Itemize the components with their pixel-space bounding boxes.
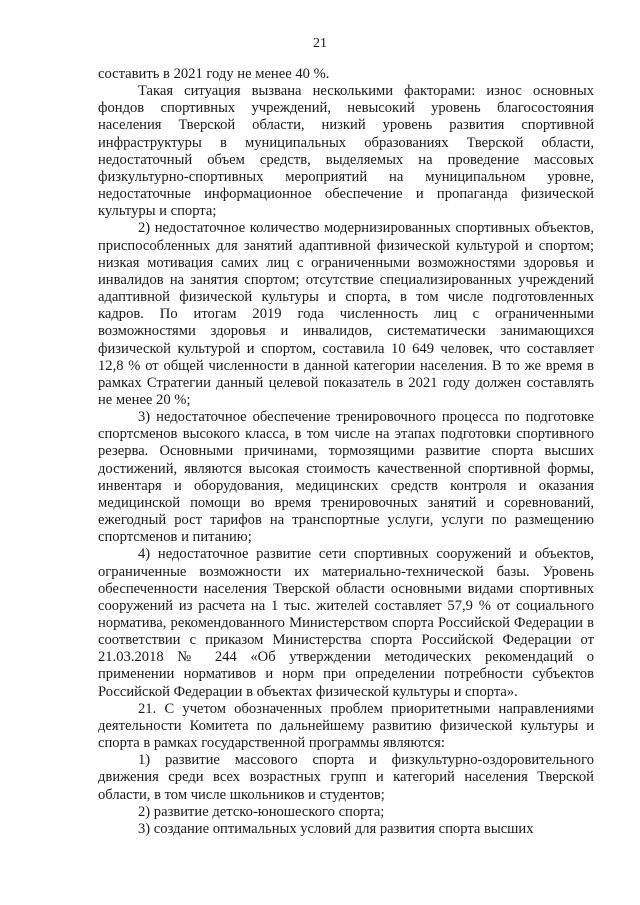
paragraph-item-3: 3) недостаточное обеспечение тренировочного процесса по подготовке спортсменов высокого класса, в том числе на этапах подготовки спортивного резерва. Основными причинами, тормозящими развитие спорта высших достижений, являются высокая стоимость качественной спортивной формы, инвентаря и оборудования, медицинских средств контроля и оказания медицинской помощи во время тренировочных занятий и соревнований, ежегодный рост тарифов на транспортные услуги, услуги по размещению спортсменов и питанию; <box>98 409 594 546</box>
body-text <box>98 66 594 838</box>
paragraph-factors: Такая ситуация вызвана несколькими факторами: износ основных фондов спортивных учреждений, невысокий уровень благосостояния населения Тверской области, низкий уровень развития спортивной инфраструктуры в муниципальных образованиях Тверской области, недостаточный объем средств, выделяемых на проведение массовых физкультурно-спортивных мероприятий на муниципальном уровне, недостаточные информационное обеспечение и пропаганда физической культуры и спорта; <box>98 83 594 220</box>
paragraph-priority-1: 1) развитие массового спорта и физкультурно-оздоровительного движения среди всех возрастных групп и категорий населения Тверской области, в том числе школьников и студентов; <box>98 752 594 803</box>
paragraph-item-2: 2) недостаточное количество модернизированных спортивных объектов, приспособленных для занятий адаптивной физической культурой и спортом; низкая мотивация самих лиц с ограниченными возможностями здоровья и инвалидов на занятия спортом; отсутствие специализированных учреждений адаптивной физической культуры и спорта, в том числе подготовленных кадров. По итогам 2019 года численность лиц с ограниченными возможностями здоровья и инвалидов, систематически занимающихся физической культурой и спортом, составила 10 649 человек, что составляет 12,8 % от общей численности в данной категории населения. В то же время в рамках Стратегии данный целевой показатель в 2021 году должен составлять не менее 20 %; <box>98 220 594 408</box>
paragraph-item-4: 4) недостаточное развитие сети спортивных сооружений и объектов, ограниченные возможности их материально-технической базы. Уровень обеспеченности населения Тверской области основными видами спортивных сооружений из расчета на 1 тыс. жителей составляет 57,9 % от социального норматива, рекомендованного Министерством спорта Российской Федерации в соответствии с приказом Министерства спорта Российской Федерации от 21.03.2018 № 244 «Об утверждении методических рекомендаций о применении нормативов и норм при определении потребности субъектов Российской Федерации в объектах физической культуры и спорта». <box>98 546 594 700</box>
paragraph-section-21: 21. С учетом обозначенных проблем приоритетными направлениями деятельности Комитета по дальнейшему развитию физической культуры и спорта в рамках государственной программы являются: <box>98 700 594 752</box>
paragraph-priority-3: 3) создание оптимальных условий для развития спорта высших <box>138 820 534 837</box>
paragraph-continuation: составить в 2021 году не менее 40 %. <box>98 66 330 82</box>
paragraph-priority-2: 2) развитие детско-юношеского спорта; <box>138 803 385 820</box>
page-number: 21 <box>313 36 327 51</box>
